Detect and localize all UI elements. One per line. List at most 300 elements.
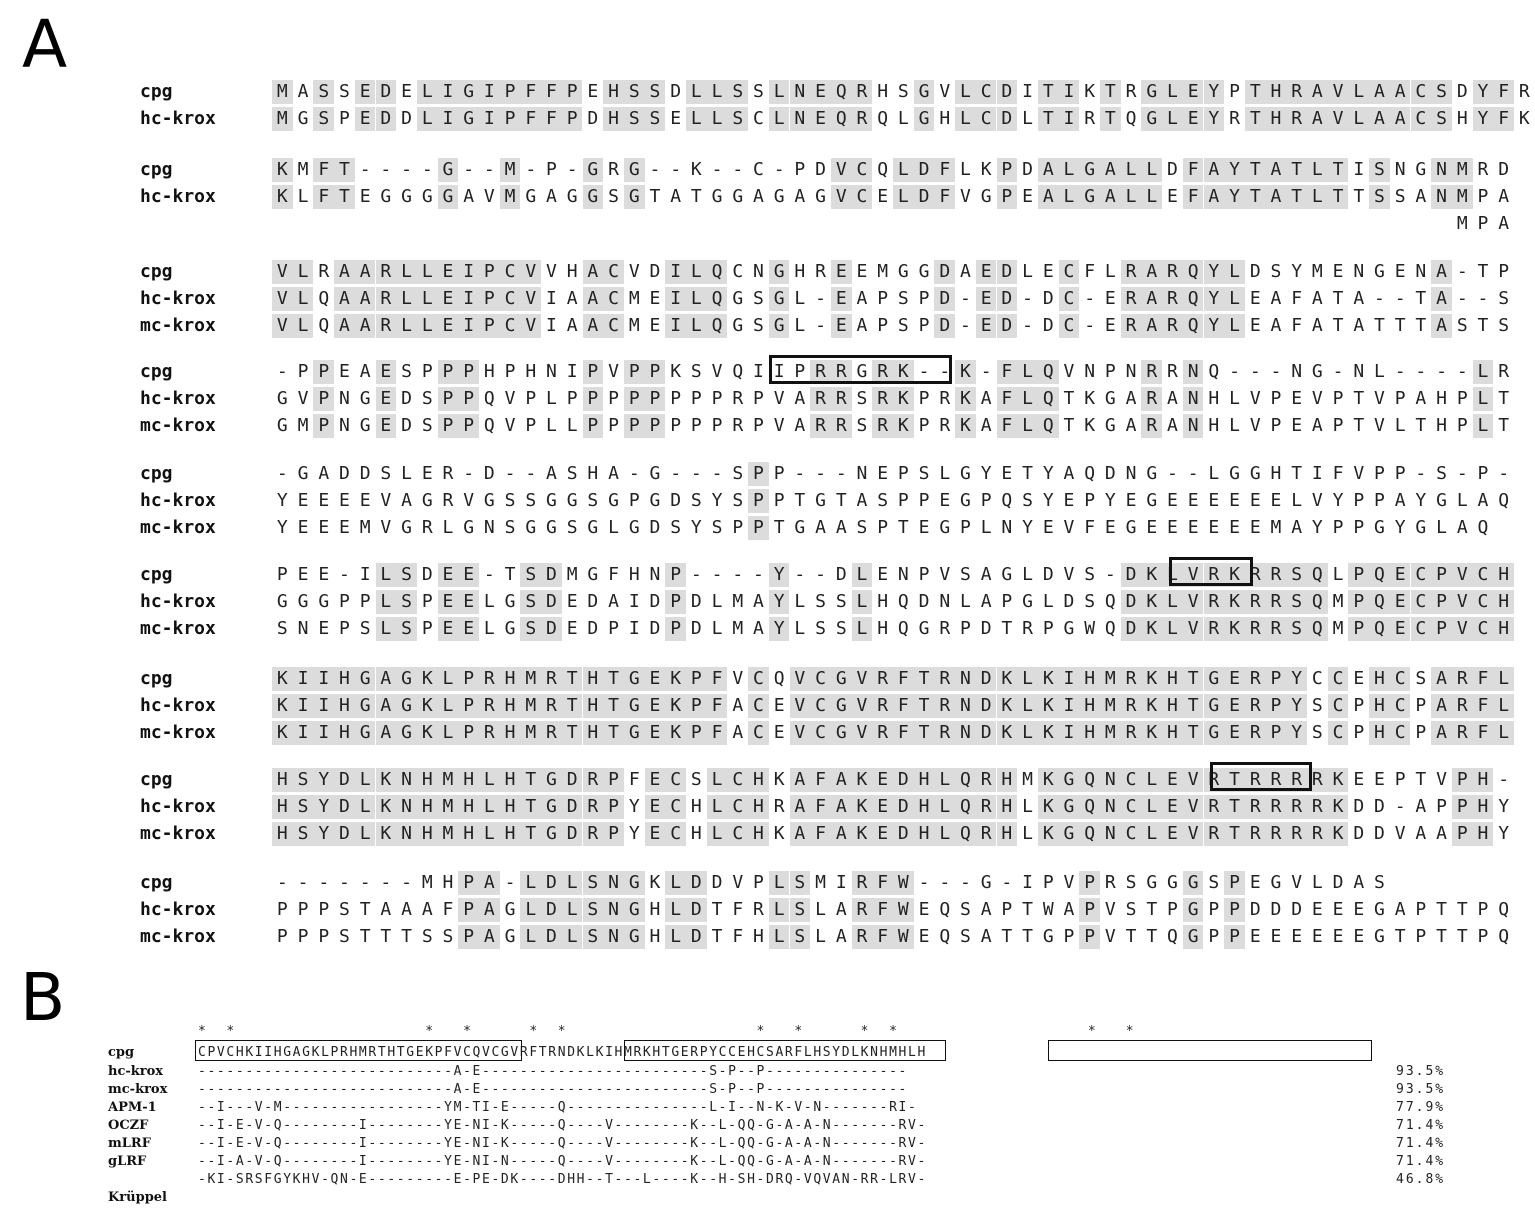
residue: M bbox=[359, 517, 371, 538]
residue: N bbox=[649, 564, 661, 585]
residue: L bbox=[980, 517, 992, 538]
residue: S bbox=[1022, 490, 1033, 511]
residue: V bbox=[628, 261, 640, 282]
residue: V bbox=[272, 287, 293, 311]
residue bbox=[458, 212, 479, 236]
residue: L bbox=[1493, 721, 1514, 745]
residue: N bbox=[1353, 261, 1365, 282]
residue: L bbox=[1224, 260, 1245, 284]
residue: A bbox=[1415, 823, 1427, 844]
residue: G bbox=[1079, 158, 1100, 182]
residue: H bbox=[914, 768, 935, 792]
residue bbox=[893, 212, 914, 236]
residue: A bbox=[1431, 314, 1452, 338]
residue bbox=[914, 212, 935, 236]
residue: R bbox=[1286, 822, 1307, 846]
residue: M bbox=[628, 288, 640, 309]
residue: Y bbox=[1042, 463, 1054, 484]
residue: A bbox=[479, 871, 500, 895]
residue: E bbox=[1104, 517, 1116, 538]
residue: T bbox=[649, 186, 661, 207]
residue: S bbox=[856, 415, 868, 436]
residue: P bbox=[1079, 898, 1100, 922]
residue: L bbox=[1224, 314, 1245, 338]
residue: I bbox=[313, 667, 334, 691]
residue: P bbox=[438, 414, 459, 438]
residue: N bbox=[790, 107, 811, 131]
residue: E bbox=[438, 287, 459, 311]
residue: T bbox=[1415, 415, 1427, 436]
residue: N bbox=[339, 388, 350, 409]
residue: H bbox=[583, 721, 604, 745]
residue: Q bbox=[955, 822, 976, 846]
residue: G bbox=[624, 898, 645, 922]
residue: Q bbox=[877, 159, 889, 180]
residue: C bbox=[753, 108, 764, 129]
residue: L bbox=[417, 80, 438, 104]
residue: R bbox=[442, 490, 454, 511]
residue: - bbox=[711, 159, 723, 180]
residue: A bbox=[359, 361, 371, 382]
residue: S bbox=[520, 590, 541, 614]
residue: C bbox=[1390, 667, 1411, 691]
residue: R bbox=[1266, 822, 1287, 846]
residue: H bbox=[748, 822, 769, 846]
residue: Q bbox=[1038, 387, 1059, 411]
residue: T bbox=[359, 899, 371, 920]
residue: R bbox=[1477, 159, 1489, 180]
residue: P bbox=[608, 415, 619, 436]
residue: L bbox=[562, 925, 583, 949]
residue bbox=[790, 212, 811, 236]
residue: V bbox=[1104, 899, 1116, 920]
residue: A bbox=[1456, 517, 1468, 538]
residue: T bbox=[794, 490, 806, 511]
residue: L bbox=[293, 287, 314, 311]
residue: P bbox=[753, 415, 764, 436]
residue: V bbox=[1183, 822, 1204, 846]
residue: Y bbox=[1286, 694, 1307, 718]
residue: H bbox=[334, 667, 355, 691]
residue bbox=[313, 212, 334, 236]
residue: S bbox=[1369, 158, 1390, 182]
residue: A bbox=[1100, 158, 1121, 182]
residue: P bbox=[562, 107, 583, 131]
residue: N bbox=[1353, 361, 1365, 382]
residue bbox=[1141, 212, 1162, 236]
residue: E bbox=[339, 361, 350, 382]
protein-sequence: ---------------------------A-E------------------------S-P--P--------------- bbox=[198, 1082, 908, 1097]
residue: G bbox=[318, 591, 330, 612]
residue: P bbox=[997, 158, 1018, 182]
residue: D bbox=[976, 694, 997, 718]
residue: - bbox=[504, 872, 516, 893]
residue: D bbox=[339, 463, 350, 484]
residue: L bbox=[417, 314, 438, 338]
residue: - bbox=[1001, 872, 1013, 893]
residue: G bbox=[1374, 899, 1385, 920]
residue: H bbox=[1493, 590, 1514, 614]
residue: L bbox=[711, 591, 723, 612]
residue: K bbox=[272, 721, 293, 745]
residue: Y bbox=[1394, 517, 1406, 538]
residue: T bbox=[1100, 107, 1121, 131]
residue: - bbox=[960, 872, 971, 893]
residue: C bbox=[1328, 721, 1349, 745]
residue bbox=[872, 212, 893, 236]
residue: T bbox=[520, 822, 541, 846]
residue: Y bbox=[1224, 158, 1245, 182]
residue: - bbox=[1332, 361, 1344, 382]
residue: E bbox=[438, 563, 459, 587]
residue: C bbox=[810, 721, 831, 745]
residue: N bbox=[955, 721, 976, 745]
residue: M bbox=[520, 721, 541, 745]
residue: S bbox=[339, 926, 350, 947]
residue: R bbox=[1266, 617, 1287, 641]
residue: A bbox=[1369, 80, 1390, 104]
residue: R bbox=[479, 721, 500, 745]
residue: N bbox=[753, 261, 764, 282]
residue: R bbox=[810, 387, 831, 411]
residue: V bbox=[790, 721, 811, 745]
residue: A bbox=[421, 899, 433, 920]
residue: Q bbox=[732, 361, 744, 382]
residue: Q bbox=[707, 287, 728, 311]
residue: L bbox=[1059, 185, 1080, 209]
protein-sequence: --I-E-V-Q--------I--------YE-NI-K-----Q----V--------K--L-QQ-G-A-A-N-------RV- bbox=[198, 1118, 927, 1133]
residue: I bbox=[293, 721, 314, 745]
residue: F bbox=[934, 185, 955, 209]
sequence-label: hc-krox bbox=[140, 796, 216, 817]
residue: T bbox=[1415, 288, 1427, 309]
residue bbox=[997, 212, 1018, 236]
residue: P bbox=[1374, 490, 1385, 511]
residue: K bbox=[1518, 108, 1530, 129]
residue: Y bbox=[1204, 287, 1225, 311]
residue: P bbox=[318, 926, 330, 947]
residue: M bbox=[1100, 667, 1121, 691]
residue: R bbox=[1245, 795, 1266, 819]
residue: D bbox=[562, 795, 583, 819]
residue: P bbox=[753, 388, 764, 409]
residue: Y bbox=[980, 463, 992, 484]
residue: G bbox=[566, 490, 578, 511]
residue: L bbox=[686, 260, 707, 284]
residue: H bbox=[877, 591, 889, 612]
residue: L bbox=[438, 694, 459, 718]
residue: H bbox=[748, 795, 769, 819]
residue: D bbox=[1042, 564, 1054, 585]
residue: A bbox=[1477, 490, 1489, 511]
residue: F bbox=[872, 925, 893, 949]
residue: S bbox=[960, 926, 971, 947]
residue: S bbox=[359, 618, 371, 639]
residue: P bbox=[359, 591, 371, 612]
residue: G bbox=[504, 926, 516, 947]
residue: D bbox=[1104, 463, 1116, 484]
residue: V bbox=[852, 694, 873, 718]
residue: L bbox=[893, 185, 914, 209]
residue: L bbox=[1022, 823, 1033, 844]
residue: P bbox=[1208, 926, 1220, 947]
residue: N bbox=[603, 871, 624, 895]
residue: K bbox=[1328, 795, 1349, 819]
residue: D bbox=[541, 590, 562, 614]
residue: K bbox=[1141, 617, 1162, 641]
residue: C bbox=[748, 721, 769, 745]
residue: E bbox=[1390, 617, 1411, 641]
residue: G bbox=[1311, 361, 1323, 382]
residue: L bbox=[852, 590, 873, 614]
residue: R bbox=[1286, 795, 1307, 819]
residue: E bbox=[318, 618, 330, 639]
residue: G bbox=[1001, 564, 1013, 585]
residue: R bbox=[934, 721, 955, 745]
identity-percent: 71.4% bbox=[1396, 1154, 1446, 1169]
residue: K bbox=[1328, 768, 1349, 792]
residue: G bbox=[438, 158, 459, 182]
residue: G bbox=[1146, 490, 1158, 511]
residue: V bbox=[1183, 617, 1204, 641]
residue: - bbox=[628, 463, 640, 484]
residue: D bbox=[918, 591, 930, 612]
residue: T bbox=[1224, 768, 1245, 792]
residue: D bbox=[997, 260, 1018, 284]
residue bbox=[583, 212, 604, 236]
residue: K bbox=[665, 667, 686, 691]
residue: K bbox=[376, 795, 397, 819]
residue: V bbox=[831, 185, 852, 209]
residue: L bbox=[479, 768, 500, 792]
residue: G bbox=[624, 925, 645, 949]
residue: N bbox=[339, 415, 350, 436]
residue bbox=[852, 212, 873, 236]
residue: R bbox=[1022, 618, 1033, 639]
residue: K bbox=[1038, 694, 1059, 718]
residue bbox=[1017, 212, 1038, 236]
sequence-label: hc-krox bbox=[140, 695, 216, 716]
residue: G bbox=[1059, 768, 1080, 792]
residue bbox=[1183, 212, 1204, 236]
residue: - bbox=[690, 463, 702, 484]
residue: T bbox=[835, 490, 847, 511]
residue: F bbox=[997, 360, 1018, 384]
residue: A bbox=[856, 288, 868, 309]
residue: V bbox=[1063, 872, 1075, 893]
residue: R bbox=[939, 415, 951, 436]
residue: P bbox=[1452, 768, 1473, 792]
residue: Q bbox=[877, 108, 889, 129]
residue: N bbox=[546, 361, 557, 382]
residue: R bbox=[1307, 795, 1328, 819]
residue: D bbox=[587, 108, 599, 129]
residue: S bbox=[815, 591, 826, 612]
residue: S bbox=[421, 388, 433, 409]
residue: S bbox=[690, 490, 702, 511]
residue: P bbox=[603, 768, 624, 792]
residue: Q bbox=[831, 80, 852, 104]
residue: S bbox=[401, 361, 412, 382]
residue: S bbox=[583, 898, 604, 922]
residue: K bbox=[272, 694, 293, 718]
residue bbox=[293, 212, 314, 236]
residue: K bbox=[1224, 617, 1245, 641]
residue: F bbox=[1084, 261, 1096, 282]
residue: E bbox=[297, 490, 309, 511]
residue: S bbox=[1394, 186, 1406, 207]
residue: P bbox=[748, 489, 769, 513]
residue: C bbox=[1473, 563, 1494, 587]
residue: S bbox=[753, 315, 764, 336]
residue: D bbox=[1332, 872, 1344, 893]
residue: S bbox=[396, 617, 417, 641]
residue: L bbox=[1394, 415, 1406, 436]
residue: D bbox=[1249, 899, 1261, 920]
residue: G bbox=[297, 591, 309, 612]
residue: N bbox=[483, 517, 495, 538]
residue: P bbox=[458, 871, 479, 895]
residue: P bbox=[794, 159, 806, 180]
residue: M bbox=[566, 564, 578, 585]
residue: D bbox=[690, 591, 702, 612]
residue: L bbox=[852, 617, 873, 641]
residue: T bbox=[603, 694, 624, 718]
residue bbox=[624, 212, 645, 236]
identity-percent: 71.4% bbox=[1396, 1136, 1446, 1151]
residue: S bbox=[380, 463, 392, 484]
residue: P bbox=[1477, 463, 1489, 484]
residue: A bbox=[856, 315, 868, 336]
residue bbox=[417, 212, 438, 236]
residue: I bbox=[313, 694, 334, 718]
residue: - bbox=[463, 463, 475, 484]
residue: H bbox=[1208, 415, 1220, 436]
sequence-label: cpg bbox=[140, 564, 173, 585]
residue: E bbox=[458, 590, 479, 614]
residue: R bbox=[1452, 667, 1473, 691]
residue: - bbox=[1394, 288, 1406, 309]
residue: G bbox=[624, 667, 645, 691]
residue: R bbox=[1498, 361, 1510, 382]
residue: N bbox=[1291, 361, 1303, 382]
residue: P bbox=[1353, 517, 1365, 538]
residue: G bbox=[1374, 261, 1385, 282]
residue: F bbox=[313, 185, 334, 209]
residue: P bbox=[458, 925, 479, 949]
residue: P bbox=[1456, 415, 1468, 436]
residue: G bbox=[1229, 463, 1240, 484]
residue: S bbox=[520, 563, 541, 587]
residue: Y bbox=[1204, 80, 1225, 104]
residue: I bbox=[458, 287, 479, 311]
residue: P bbox=[562, 80, 583, 104]
residue: P bbox=[458, 414, 479, 438]
residue: H bbox=[587, 463, 599, 484]
residue: H bbox=[914, 795, 935, 819]
residue: Q bbox=[1183, 314, 1204, 338]
residue bbox=[479, 212, 500, 236]
residue: E bbox=[1063, 490, 1075, 511]
residue: T bbox=[504, 564, 516, 585]
residue: P bbox=[339, 591, 350, 612]
residue: I bbox=[1022, 81, 1033, 102]
residue: K bbox=[376, 822, 397, 846]
residue: P bbox=[628, 490, 640, 511]
sequence-label: mc-krox bbox=[140, 926, 216, 947]
residue: P bbox=[918, 288, 930, 309]
residue: T bbox=[1001, 618, 1013, 639]
residue: H bbox=[877, 81, 889, 102]
residue: E bbox=[1229, 517, 1240, 538]
residue: H bbox=[1493, 617, 1514, 641]
residue: D bbox=[334, 822, 355, 846]
residue: K bbox=[1328, 822, 1349, 846]
residue: E bbox=[359, 186, 371, 207]
residue: P bbox=[645, 387, 666, 411]
residue: K bbox=[1084, 388, 1096, 409]
residue: V bbox=[272, 314, 293, 338]
residue: P bbox=[1353, 695, 1365, 716]
residue: P bbox=[500, 107, 521, 131]
residue: E bbox=[1249, 315, 1261, 336]
residue: P bbox=[313, 387, 334, 411]
residue: H bbox=[649, 899, 661, 920]
residue: G bbox=[566, 186, 578, 207]
residue: R bbox=[1307, 768, 1328, 792]
residue: A bbox=[794, 388, 806, 409]
residue: E bbox=[376, 414, 397, 438]
residue: P bbox=[877, 517, 889, 538]
residue: M bbox=[815, 872, 826, 893]
residue: A bbox=[355, 260, 376, 284]
residue: F bbox=[541, 107, 562, 131]
residue: A bbox=[1167, 388, 1178, 409]
residue: A bbox=[790, 795, 811, 819]
residue: T bbox=[520, 795, 541, 819]
residue: V bbox=[520, 260, 541, 284]
residue: - bbox=[401, 872, 412, 893]
residue: L bbox=[934, 768, 955, 792]
residue: - bbox=[918, 872, 930, 893]
residue: - bbox=[318, 872, 330, 893]
residue: P bbox=[748, 516, 769, 540]
residue: - bbox=[463, 159, 475, 180]
residue: R bbox=[541, 721, 562, 745]
residue: R bbox=[939, 618, 951, 639]
residue: S bbox=[1286, 590, 1307, 614]
residue: L bbox=[417, 260, 438, 284]
residue: F bbox=[810, 795, 831, 819]
residue: P bbox=[997, 185, 1018, 209]
residue: - bbox=[670, 463, 682, 484]
residue: G bbox=[624, 694, 645, 718]
residue: T bbox=[773, 517, 785, 538]
residue: A bbox=[980, 899, 992, 920]
residue: A bbox=[1415, 388, 1427, 409]
residue bbox=[1431, 212, 1452, 236]
residue: K bbox=[1038, 768, 1059, 792]
residue: A bbox=[1390, 80, 1411, 104]
residue: L bbox=[293, 260, 314, 284]
residue: D bbox=[1270, 899, 1282, 920]
residue: F bbox=[1183, 185, 1204, 209]
residue: P bbox=[1224, 871, 1245, 895]
residue: S bbox=[1498, 288, 1510, 309]
residue: Y bbox=[276, 517, 288, 538]
residue: L bbox=[355, 768, 376, 792]
residue: R bbox=[1167, 361, 1178, 382]
